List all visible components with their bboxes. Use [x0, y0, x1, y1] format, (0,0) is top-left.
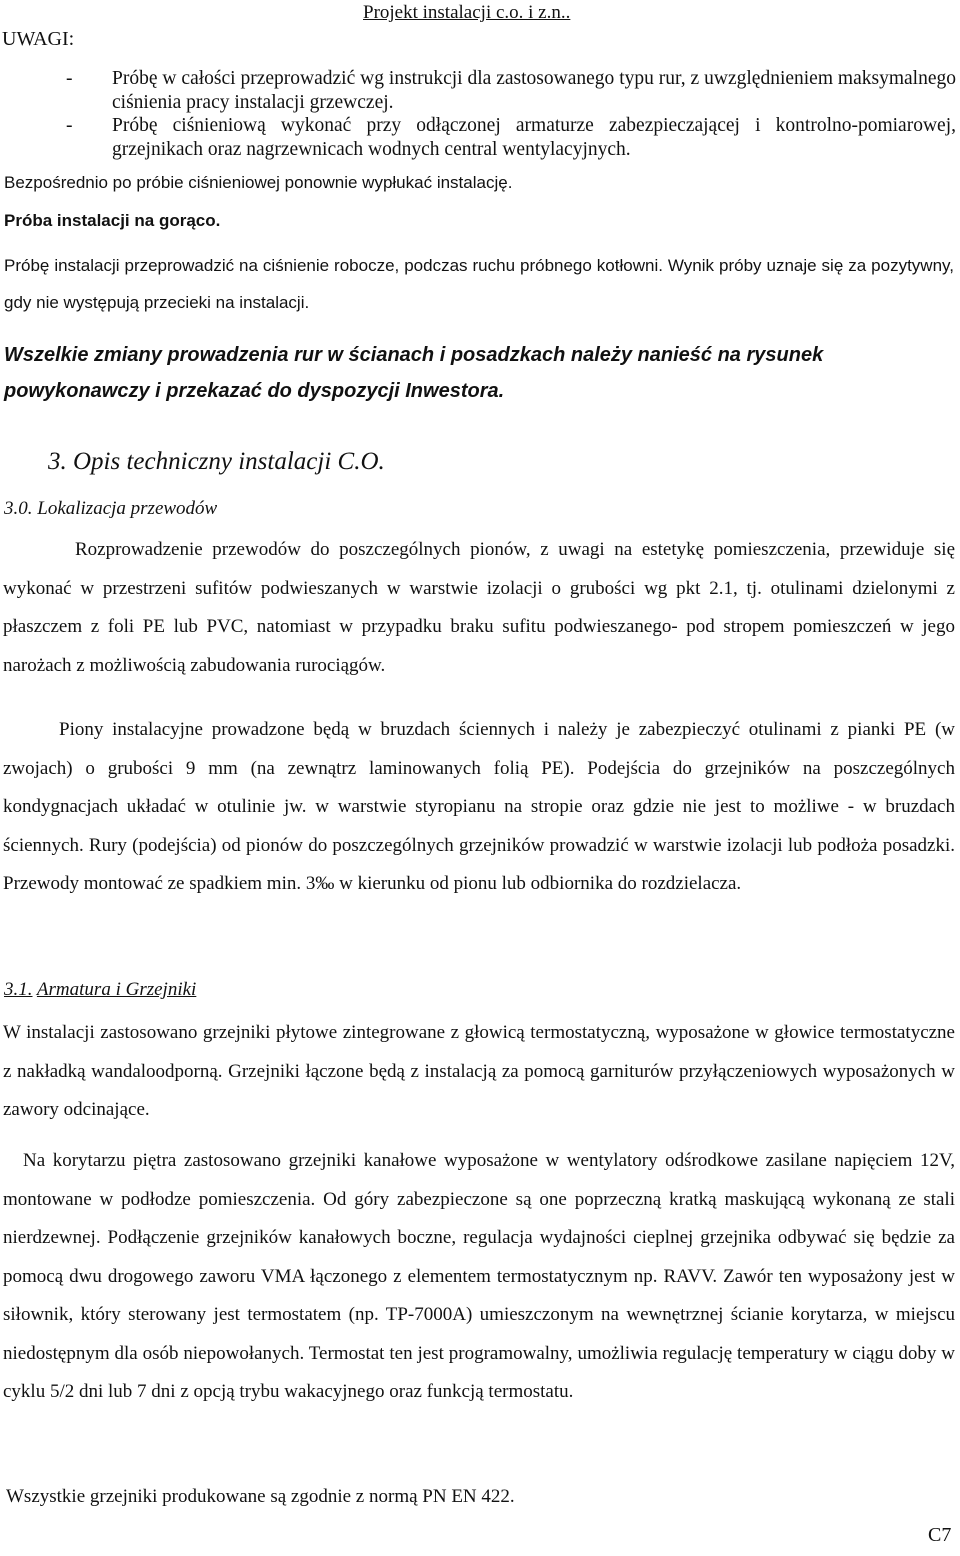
section-title: Lokalizacja przewodów [37, 498, 218, 519]
corridor-radiators-paragraph: Na korytarzu piętra zastosowano grzejniki kanałowe wyposażone w wentylatory odśrodkowe zasilane napięciem 12V, montowane w podłodze pomieszczenia. Od góry zabezpieczone są one poprzeczną kratką maskującą wykonaną ze stali nierdzewnej. Podłączenie grzejników kanałowych boczne, regulacja wydajności cieplnej grzejnika odbywać się będzie za pomocą dwu drogowego zaworu VMA łączonego z elementem termostatycznym np. RAVV. Zawór ten wyposażony jest w siłownik, który sterowany jest termostatem (np. TP-7000A) umieszczonym na wewnętrznej ścianie korytarza, w miejscu niedostępnym dla osób niepowołanych. Termostat ten jest programowalny, umożliwia regulację temperatury w ciągu doby w cyklu 5/2 dni lub 7 dni z opcją trybu wakacyjnego oraz funkcją termostatu. [3, 1150, 955, 1402]
list-item-text: Próbę ciśnieniową wykonać przy odłączonej armaturze zabezpieczającej i kontrolno-pomiarowej, grzejnikach oraz nagrzewnicach wodnych central wentylacyjnych. [112, 115, 956, 160]
flush-instruction: Bezpośrednio po próbie ciśnieniowej ponownie wypłukać instalację. [4, 173, 513, 192]
risers-paragraph: Piony instalacyjne prowadzone będą w bruzdach ściennych i należy je zabezpieczyć otulinami z pianki PE (w zwojach) o grubości 9 mm (na zewnątrz laminowanych folią PE). Podejścia do grzejników na poszczególnych kondygnacjach układać w otulinie jw. w warstwie styropianu na stropie oraz gdzie nie jest to możliwe - w bruzdach ściennych. Rury (podejścia) od pionów do poszczególnych grzejników prowadzić w warstwie izolacji lub podłoża posadzki. Przewody montować ze spadkiem min. 3‰ w kierunku od pionu lub odbiornika do rozdzielacza. [3, 719, 955, 894]
list-item [2, 67, 956, 114]
remarks-list [2, 67, 956, 161]
section-number: 3.0. [4, 498, 33, 519]
hot-test-title: Próba instalacji na gorąco. [4, 211, 221, 230]
hot-test-paragraph: Próbę instalacji przeprowadzić na ciśnienie robocze, podczas ruchu próbnego kotłowni. Wynik próby uznaje się za pozytywny, gdy nie występują przecieki na instalacji. [4, 256, 954, 312]
list-item-text: Próbę w całości przeprowadzić wg instrukcji dla zastosowanego typu rur, z uwzględnieniem maksymalnego ciśnienia pracy instalacji grzewczej. [112, 68, 956, 113]
page-header: Projekt instalacji c.o. i z.n.. [363, 2, 571, 23]
routing-paragraph: Rozprowadzenie przewodów do poszczególnych pionów, z uwagi na estetykę pomieszczenia, przewiduje się wykonać w przestrzeni sufitów podwieszanych w warstwie izolacji o grubości wg pkt 2.1, tj. otulinami dzielonymi z płaszczem z foli PE lub PVC, natomiast w przypadku braku sufitu podwieszanego- pod stropem pomieszczeń w jego narożach z możliwością zabudowania rurociągów. [3, 539, 955, 676]
section-3-1-heading [4, 979, 196, 1001]
remarks-heading: UWAGI: [2, 28, 75, 50]
radiators-paragraph: W instalacji zastosowano grzejniki płytowe zintegrowane z głowicą termostatyczną, wyposażone w głowice termostatyczne z nakładką wandaloodporną. Grzejniki łączone będą z instalacją za pomocą garniturów przyłączeniowych wyposażonych w zawory odcinające. [3, 1022, 955, 1120]
list-dash: - [66, 68, 73, 89]
standard-note: Wszystkie grzejniki produkowane są zgodnie z normą PN EN 422. [6, 1486, 515, 1507]
section-number: 3.1. [4, 979, 33, 1000]
section-3-0-heading [4, 498, 217, 520]
list-dash: - [66, 115, 73, 136]
page-number: C7 [928, 1524, 952, 1546]
list-item [2, 114, 956, 161]
section-title: Armatura i Grzejniki [36, 979, 197, 1000]
as-built-note: Wszelkie zmiany prowadzenia rur w ścianach i posadzkach należy nanieść na rysunek powykonawczy i przekazać do dyspozycji Inwestora. [4, 344, 824, 402]
section-3-title: 3. Opis techniczny instalacji C.O. [48, 448, 385, 475]
